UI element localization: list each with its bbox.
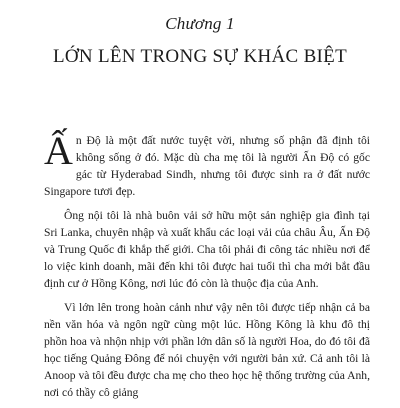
- paragraph-3: Vì lớn lên trong hoàn cảnh như vậy nên tôi được tiếp nhận cả ba nền văn hóa và ngôn ngữ cùng một lúc. Hồng Kông là khu đô thị phồn hoa và nhộn nhịp với phần lớn dân số là người Hoa, do đó tôi đã học tiếng Quảng Đông để nói chuyện với người bản xứ. Cả anh tôi là Anoop và tôi đều được cha mẹ cho theo học hệ thống trường của Anh, nơi có thầy cô giảng: [44, 301, 370, 399]
- chapter-label: Chương 1: [165, 14, 235, 33]
- paragraph-1-text: n Độ là một đất nước tuyệt vời, nhưng số phận đã định tôi không sống ở đó. Mặc dù cha mẹ tôi là người Ấn Độ có gốc gác từ Hyderabad Sindh, nhưng tôi được sinh ra ở đất nước Singapore tươi đẹp.: [44, 134, 370, 198]
- drop-cap: Ấ: [44, 128, 73, 173]
- chapter-title: LỚN LÊN TRONG SỰ KHÁC BIỆT: [53, 46, 347, 67]
- paragraph-2: Ông nội tôi là nhà buôn vải sở hữu một sản nghiệp gia đình tại Sri Lanka, chuyên nhập và xuất khẩu các loại vải của châu Âu, Ấn Độ và Trung Quốc đi khắp thế giới. Cha tôi phải đi công tác nhiều nơi để lo việc kinh doanh, mãi đến khi tôi được hai tuổi thì cha mới bắt đầu định cư ở Hồng Kông, nơi lúc đó còn là thuộc địa của Anh.: [44, 209, 370, 290]
- body-text: [44, 128, 370, 408]
- paragraph-1: [44, 128, 370, 200]
